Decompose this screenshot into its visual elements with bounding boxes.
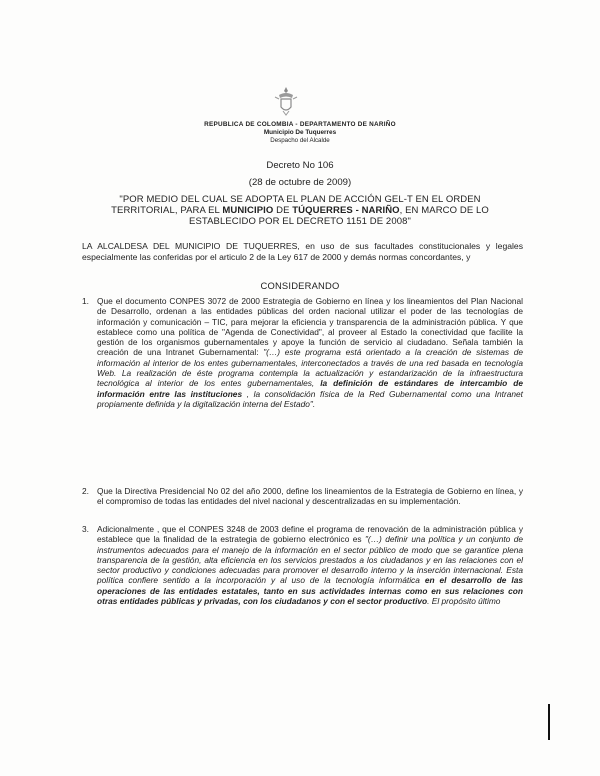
considering-item-2: Que la Directiva Presidencial No 02 del año 2000, define los lineamientos de la Estrategia de Gobierno en línea, y el compromiso de todas las entidades del nivel nacional y descentralizadas en su implementación.	[97, 486, 523, 507]
scan-edge-mark	[548, 704, 550, 740]
decree-date: (28 de octubre de 2009)	[248, 177, 352, 188]
item-number: 3.	[82, 524, 89, 534]
municipality-header: Municipio De Tuquerres	[263, 129, 337, 136]
decree-number: Decreto No 106	[266, 160, 334, 171]
coat-of-arms-icon	[273, 85, 299, 117]
item-number: 2.	[82, 486, 89, 496]
decree-title: "POR MEDIO DEL CUAL SE ADOPTA EL PLAN DE ACCIÓN GEL-T EN EL ORDEN TERRITORIAL, PARA EL MUNICIPIO DE TÚQUERRES - NARIÑO, EN MARCO DE LO ESTABLECIDO POR EL DECRETO 1151 DE 2008"	[111, 194, 489, 227]
considering-item-3: Adicionalmente , que el CONPES 3248 de 2003 define el programa de renovación de la administración pública y establece que la finalidad de la estrategia de gobierno electrónico es "(…) definir una política y un conjunto de instrumentos adecuados para el manejo de la información en el sector público de modo que se garantice plena transparencia de la gestión, alta eficiencia en los servicios prestados a los ciudadanos y en las relaciones con el sector productivo y condiciones adecuadas para promover el desarrollo interno y la inserción internacional. Esta política confiere sentido a la incorporación y al uso de la tecnología informática en el desarrollo de las operaciones de las entidades estatales, tanto en sus actividades internas como en sus relaciones con otras entidades públicas y privadas, con los ciudadanos y con el sector productivo. El propósito último	[97, 524, 523, 607]
considering-item-1: Que el documento CONPES 3072 de 2000 Estrategia de Gobierno en línea y los lineamientos del Plan Nacional de Desarrollo, ordenan a las entidades públicas del orden nacional utilizar el poder de las tecnologías de información y comunicación – TIC, para mejorar la eficiencia y transparencia de la administración pública. Y que establece como una política de "Agenda de Conectividad", al proveer al Estado la conectividad que facilite la gestión de los organismos gubernamentales y apoye la función de servicio al ciudadano. Señala también la creación de una Intranet Gubernamental: "(…) este programa está orientado a la creación de sistemas de información al interior de los entes gubernamentales, interconectados a través de una red basada en tecnología Web. La realización de éste programa contempla la actualización y estandarización de la infraestructura tecnológica al interior de los entes gubernamentales, la definición de estándares de intercambio de información entre las instituciones , la consolidación física de la Red Gubernamental como una Intranet propiamente definida y la digitalización interna del Estado".	[97, 296, 524, 409]
item-number: 1.	[82, 296, 89, 306]
intro-paragraph: LA ALCALDESA DEL MUNICIPIO DE TUQUERRES, en uso de sus facultades constitucionales y legales especialmente las conferidas por el articulo 2 de la Ley 617 de 2000 y demás normas concordantes, y	[82, 241, 523, 262]
republic-header: REPUBLICA DE COLOMBIA - DEPARTAMENTO DE NARIÑO	[204, 121, 396, 128]
office-header: Despacho del Alcalde	[270, 137, 330, 144]
considering-heading: CONSIDERANDO	[260, 280, 340, 291]
